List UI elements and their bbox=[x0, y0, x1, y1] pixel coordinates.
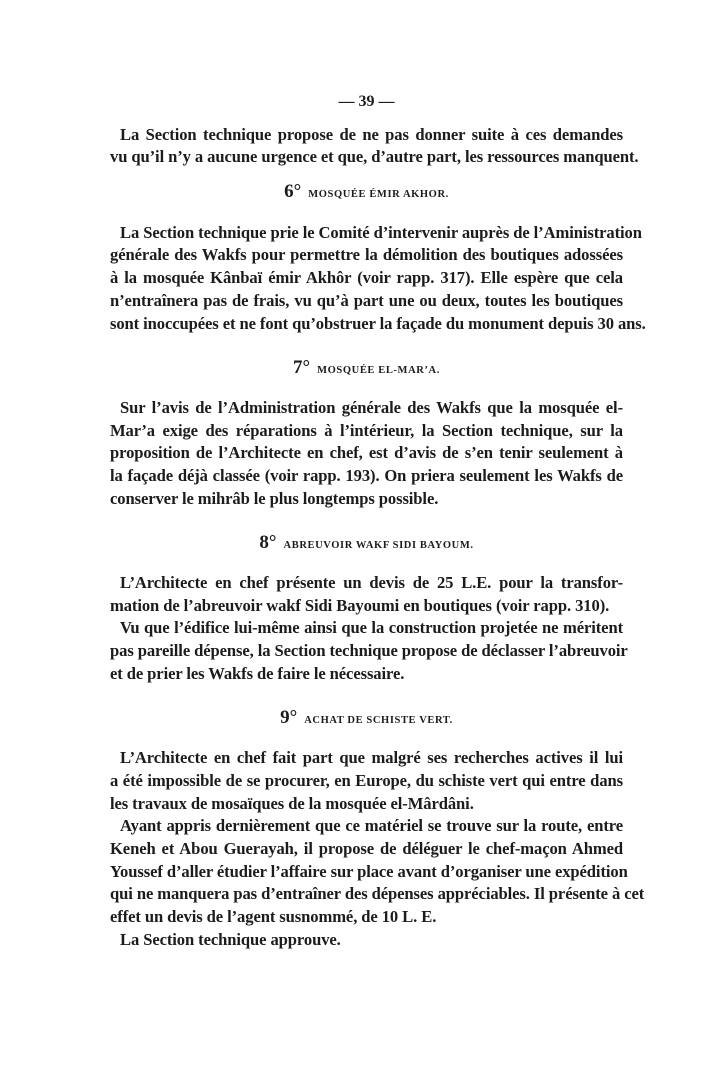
paragraph bbox=[110, 929, 623, 952]
section-title: MOSQUÉE EL-MAR’A. bbox=[317, 365, 440, 377]
section-number: 8° bbox=[259, 532, 277, 554]
page-content bbox=[110, 124, 646, 952]
section-title: ABREUVOIR WAKF SIDI BAYOUM. bbox=[283, 540, 474, 552]
text-line: mation de l’abreuvoir wakf Sidi Bayoumi en boutiques (voir rapp. 310). bbox=[110, 595, 610, 615]
section-title: ACHAT DE SCHISTE VERT. bbox=[304, 715, 453, 727]
text-line: La Section technique propose de ne pas donner suite à ces demandes bbox=[120, 124, 623, 144]
text-line: Sur l’avis de l’Administration générale des Wakfs que la mosquée el- bbox=[120, 397, 623, 417]
paragraph bbox=[110, 815, 645, 928]
text-line: a été impossible de se procurer, en Europe, du schiste vert qui entre dans bbox=[110, 770, 623, 790]
section-title: MOSQUÉE ÉMIR AKHOR. bbox=[308, 189, 449, 201]
text-line: pas pareille dépense, la Section technique propose de déclasser l’abreuvoir bbox=[110, 641, 628, 661]
section-number: 9° bbox=[280, 707, 298, 729]
paragraph bbox=[110, 124, 639, 169]
paragraph bbox=[110, 222, 646, 335]
section-heading bbox=[110, 532, 623, 555]
text-line: à la mosquée Kânbaï émir Akhôr (voir rapp. 317). Elle espère que cela bbox=[110, 268, 623, 288]
text-line: Youssef d’aller étudier l’affaire sur place avant d’organiser une expédition bbox=[110, 861, 628, 881]
section-number: 6° bbox=[284, 181, 302, 203]
text-line: Mar’a exige des réparations à l’intérieur, la Section technique, sur la bbox=[110, 420, 623, 440]
section-heading bbox=[110, 707, 623, 730]
document-page bbox=[110, 91, 646, 951]
paragraph bbox=[110, 397, 623, 510]
text-line: La Section technique approuve. bbox=[120, 929, 341, 949]
text-line: les travaux de mosaïques de la mosquée el-Mârdâni. bbox=[110, 793, 474, 813]
text-line: générale des Wakfs pour permettre la démolition des boutiques adossées bbox=[110, 245, 623, 265]
paragraph bbox=[110, 572, 623, 617]
section-number: 7° bbox=[293, 357, 311, 379]
text-line: la façade déjà classée (voir rapp. 193). On priera seulement les Wakfs de bbox=[110, 465, 623, 485]
text-line: conserver le mihrâb le plus longtemps possible. bbox=[110, 488, 439, 508]
paragraph bbox=[110, 747, 623, 815]
section-heading bbox=[110, 181, 623, 204]
text-line: L’Architecte en chef présente un devis de 25 L.E. pour la transfor- bbox=[120, 573, 623, 592]
text-line: La Section technique prie le Comité d’intervenir auprès de l’Aministration bbox=[120, 222, 642, 242]
paragraph bbox=[110, 617, 628, 685]
text-line: vu qu’il n’y a aucune urgence et que, d’autre part, les ressources manquent. bbox=[110, 147, 639, 167]
page-number: — 39 — bbox=[338, 93, 395, 110]
text-line: sont inoccupées et ne font qu’obstruer la façade du monument depuis 30 ans. bbox=[110, 313, 646, 333]
section-heading bbox=[110, 357, 623, 380]
text-line: L’Architecte en chef fait part que malgré ses recherches actives il lui bbox=[120, 748, 623, 768]
text-line: Keneh et Abou Guerayah, il propose de déléguer le chef-maçon Ahmed bbox=[110, 838, 623, 858]
text-line: n’entraînera pas de frais, vu qu’à part une ou deux, toutes les boutiques bbox=[110, 290, 623, 310]
text-line: Vu que l’édifice lui-même ainsi que la construction projetée ne méritent bbox=[120, 618, 623, 638]
text-line: qui ne manquera pas d’entraîner des dépenses appréciables. Il présente à cet bbox=[110, 884, 645, 904]
text-line: Ayant appris dernièrement que ce matériel se trouve sur la route, entre bbox=[120, 816, 623, 836]
text-line: effet un devis de l’agent susnommé, de 10 L. E. bbox=[110, 906, 437, 926]
text-line: et de prier les Wakfs de faire le nécessaire. bbox=[110, 663, 405, 683]
text-line: proposition de l’Architecte en chef, est d’avis de s’en tenir seulement à bbox=[110, 443, 623, 463]
